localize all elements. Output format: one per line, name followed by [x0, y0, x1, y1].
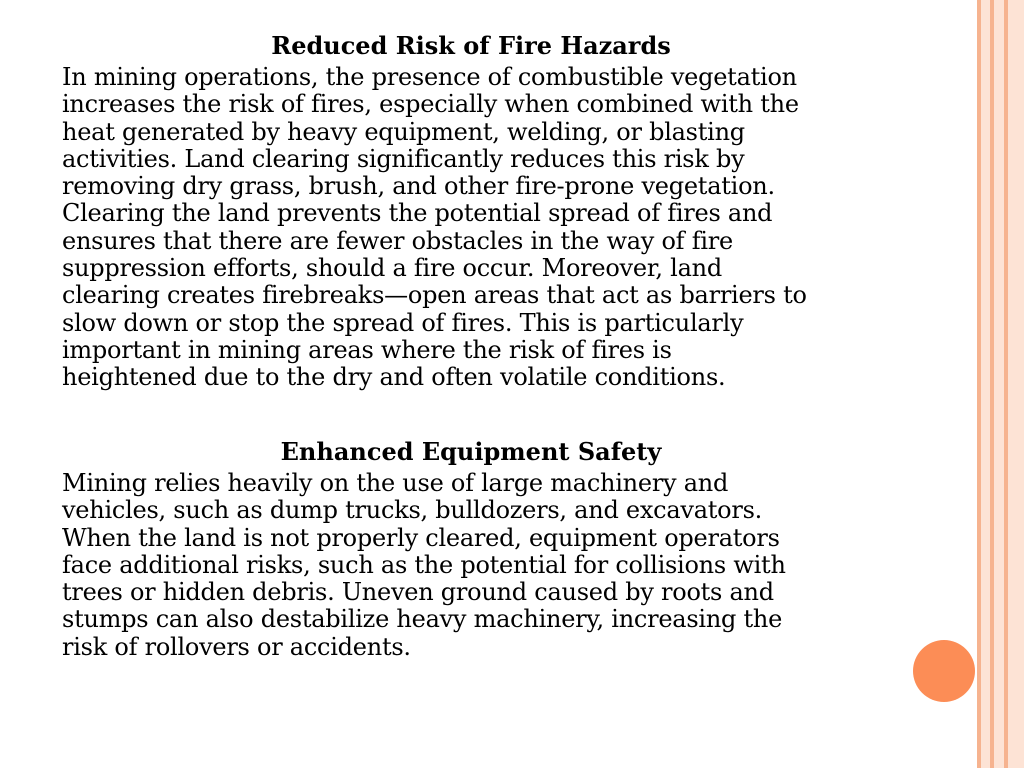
section-fire-hazards: [62, 30, 892, 392]
section-heading: Reduced Risk of Fire Hazards: [271, 31, 671, 60]
border-stripe: [981, 0, 990, 768]
border-stripe: [994, 0, 1004, 768]
section-body: Mining relies heavily on the use of large machinery and vehicles, such as dump trucks, bulldozers, and excavators. When the land is not properly cleared, equipment operators face additional risks, such as the potential for collisions with trees or hidden debris. Uneven ground caused by roots and stumps can also destabilize heavy machinery, increasing the risk of rollovers or accidents.: [62, 469, 786, 661]
border-stripe: [1008, 0, 1024, 768]
section-heading: Enhanced Equipment Safety: [280, 437, 662, 466]
section-equipment-safety: [62, 436, 892, 661]
decorative-circle: [913, 640, 975, 702]
section-body: In mining operations, the presence of combustible vegetation increases the risk of fires, especially when combined with the heat generated by heavy equipment, welding, or blasting activities. Land clearing significantly reduces this risk by removing dry grass, brush, and other fire-prone vegetation. Clearing the land prevents the potential spread of fires and ensures that there are fewer obstacles in the way of fire suppression efforts, should a fire occur. Moreover, land clearing creates firebreaks—open areas that act as barriers to slow down or stop the spread of fires. This is particularly important in mining areas where the risk of fires is heightened due to the dry and often volatile conditions.: [62, 63, 807, 392]
